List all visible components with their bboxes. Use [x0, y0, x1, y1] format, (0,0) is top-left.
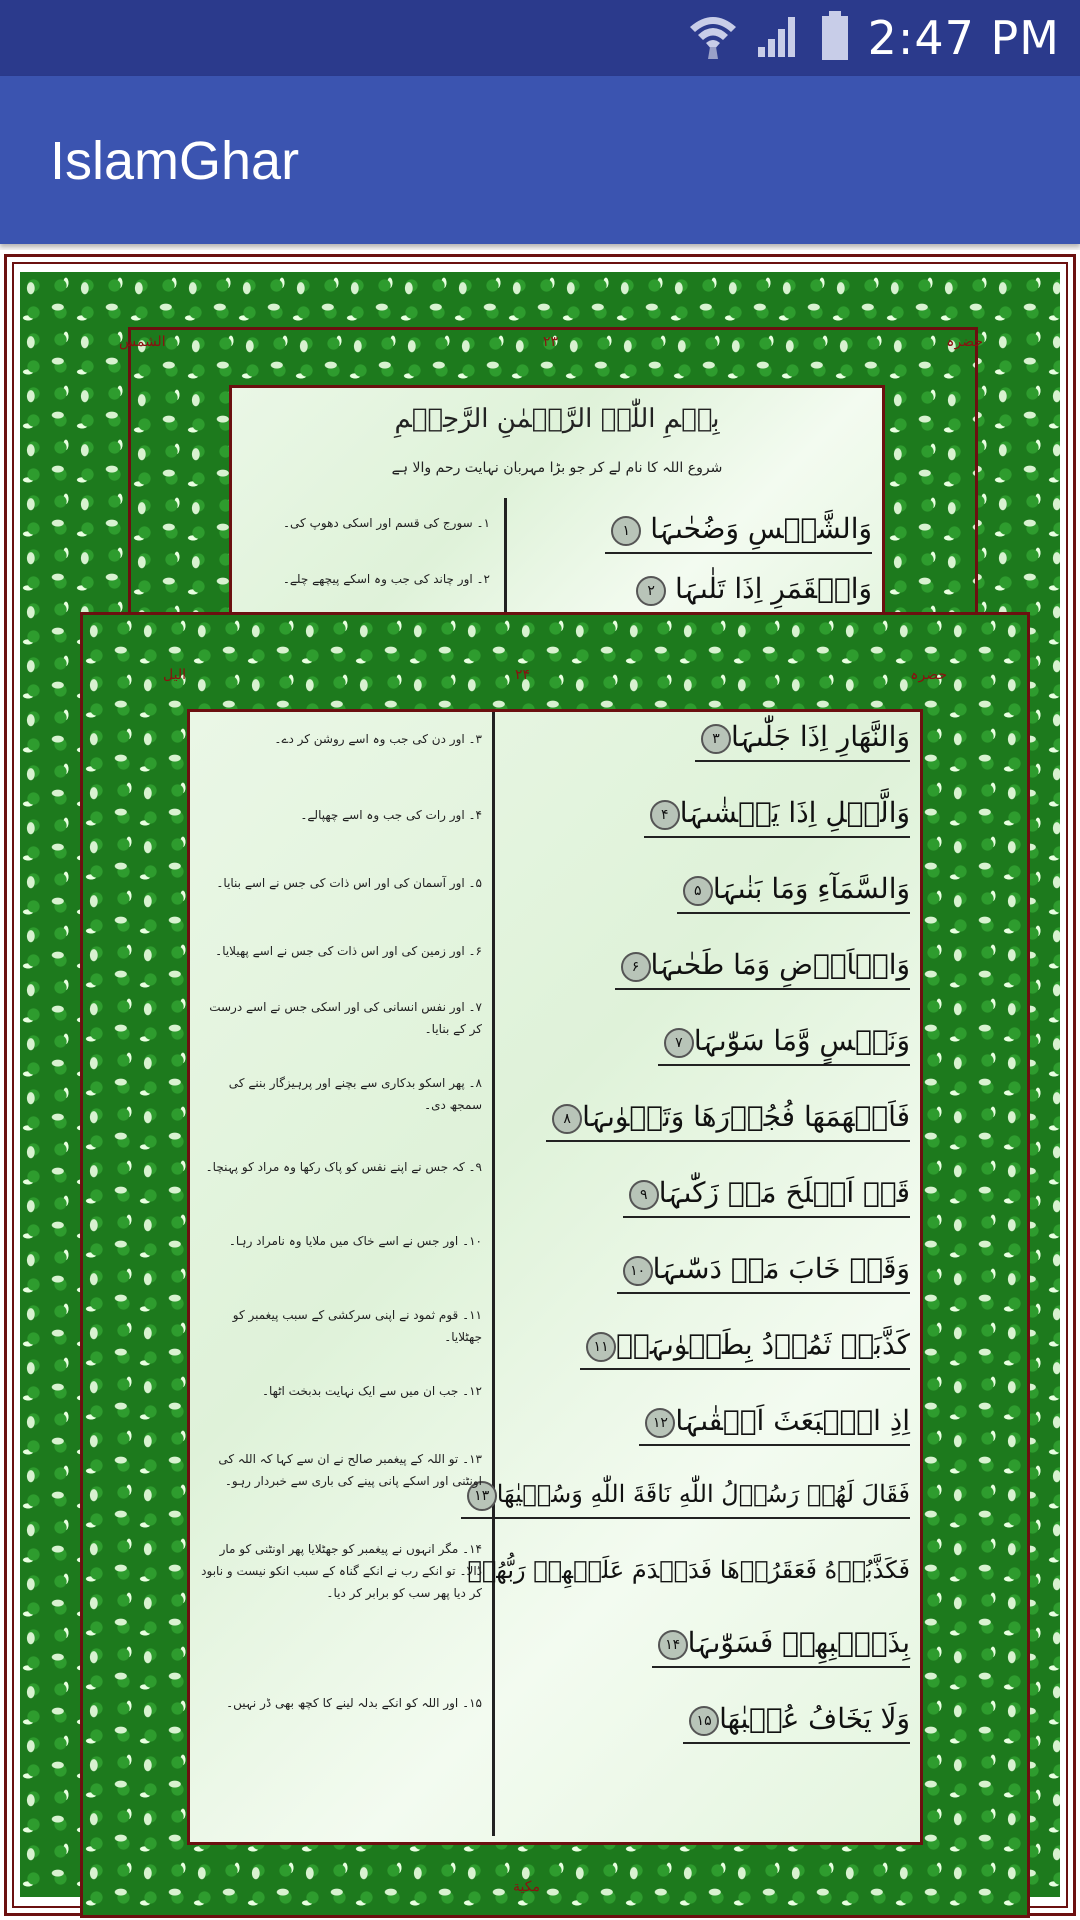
verse-number-marker: ۱۵ — [689, 1706, 719, 1736]
translation-7: ۷۔ اور نفس انسانی کی اور اسکی جس نے اسے درست کر کے بنایا۔ — [209, 1000, 482, 1036]
bismillah-translation: شروع اللہ کا نام لے کر جو بڑا مہربان نہایت رحم والا ہے — [391, 460, 723, 476]
verse-number-marker: ۶ — [621, 952, 651, 982]
verse-text: فَكَذَّبُوۡهُ فَعَقَرُوۡهَا فَدَمۡدَمَ عَلَيۡهِمۡ رَبُّهُمۡ — [467, 1556, 910, 1584]
verse-12 — [639, 1404, 910, 1446]
translation-4: ۴۔ اور رات کی جب وہ اسے چھپالے۔ — [300, 808, 482, 822]
verse-14-end — [652, 1626, 910, 1668]
verse-number-marker: ۴ — [650, 800, 680, 830]
wifi-icon — [688, 13, 738, 63]
verse-number-marker: ۳ — [701, 724, 731, 754]
translation-9: ۹۔ کہ جس نے اپنے نفس کو پاک رکھا وہ مراد کو پہنچا۔ — [205, 1160, 482, 1174]
app-title: IslamGhar — [50, 131, 300, 191]
status-time: 2:47 PM — [867, 11, 1060, 65]
verse-7 — [658, 1024, 910, 1066]
verse-number-marker: ۲ — [636, 576, 666, 606]
verse-9 — [623, 1176, 910, 1218]
rubric-makki: مکیة — [513, 1879, 540, 1895]
rubric-number: ۲۴ — [515, 667, 531, 683]
verse-text: وَالنَّهَارِ اِذَا جَلّٰٮہَا — [730, 720, 910, 753]
verse-text: فَقَالَ لَهُمۡ رَسُوۡلُ اللّٰهِ نَاقَةَ اللّٰهِ وَسُقۡيٰهَا — [496, 1480, 910, 1508]
verse-2 — [630, 572, 872, 614]
translation-13: ۱۳۔ تو اللہ کے پیغمبر صالح نے ان سے کہا کہ اللہ کی اونٹنی اور اسکے پانی پینے کی باری سے خبردار رہو۔ — [218, 1452, 482, 1488]
verse-text: اِذِ انۡۢبَعَثَ اَشۡقٰٮہَا — [675, 1404, 910, 1437]
verse-number-marker: ۱۰ — [623, 1256, 653, 1286]
translation-5: ۵۔ اور آسمان کی اور اس ذات کی جس نے اسے بنایا۔ — [216, 876, 482, 890]
verse-number-marker: ۹ — [629, 1180, 659, 1210]
rubric-para: حضرہ — [910, 667, 947, 683]
verse-14-start — [467, 1556, 910, 1590]
column-divider — [492, 712, 495, 1836]
verse-text: وَلَا يَخَافُ عُقۡبٰهَا — [719, 1702, 910, 1735]
bismillah: بِسۡمِ اللّٰہِ الرَّحۡمٰنِ الرَّحِیۡمِ — [394, 404, 720, 434]
verse-number-marker: ۱ — [611, 516, 641, 546]
translation-14: ۱۴۔ مگر انہوں نے پیغمبر کو جھٹلایا پھر اونٹنی کو مار ڈالا۔ تو انکے رب نے انکے گناہ کے سبب انکو نیست و نابود کر دیا پھر سب کو برابر کر دیا۔ — [201, 1542, 482, 1600]
battery-icon — [820, 11, 850, 65]
verse-5 — [677, 872, 910, 914]
verse-10 — [617, 1252, 910, 1294]
verse-15 — [683, 1702, 910, 1744]
translation-2: ۲۔ اور چاند کی جب وہ اسکے پیچھے چلے۔ — [282, 572, 490, 586]
verse-number-marker: ۸ — [552, 1104, 582, 1134]
column-divider — [504, 498, 507, 620]
rubric-para: حضرہ — [946, 334, 983, 350]
verse-13 — [461, 1480, 910, 1519]
translation-8: ۸۔ پھر اسکو بدکاری سے بچنے اور پرہیزگار بننے کی سمجھ دی۔ — [228, 1076, 482, 1112]
translation-1: ۱۔ سورج کی قسم اور اسکی دھوپ کی۔ — [283, 516, 490, 530]
app-bar — [0, 76, 1080, 244]
signal-icon — [756, 13, 802, 63]
bottom-text-area — [187, 709, 923, 1845]
bottom-surah-panel — [80, 612, 1030, 1918]
translation-15: ۱۵۔ اور اللہ کو انکے بدلہ لینے کا کچھ بھی ڈر نہیں۔ — [226, 1696, 482, 1710]
verse-1 — [605, 512, 872, 554]
rubric-surah-name: الشمس — [119, 334, 166, 350]
status-bar — [0, 0, 1080, 76]
verse-text: وَالسَّمَآءِ وَمَا بَنٰٮہَا — [712, 872, 910, 905]
translation-10: ۱۰۔ اور جس نے اسے خاک میں ملایا وہ نامراد رہا۔ — [228, 1234, 482, 1248]
verse-text: وَالۡاَرۡضِ وَمَا طَحٰٮہَا — [650, 948, 910, 981]
verse-6 — [615, 948, 911, 990]
verse-number-marker: ۱۴ — [658, 1630, 688, 1660]
verse-11 — [580, 1328, 910, 1370]
verse-text: وَقَدۡ خَابَ مَنۡ دَسّٰٮہَا — [652, 1252, 910, 1285]
verse-number-marker: ۱۲ — [645, 1408, 675, 1438]
translation-3: ۳۔ اور دن کی جب وہ اسے روشن کر دے۔ — [274, 732, 482, 746]
verse-3 — [695, 720, 910, 762]
translation-6: ۶۔ اور زمین کی اور اس ذات کی جس نے اسے پھیلایا۔ — [215, 944, 482, 958]
verse-number-marker: ۷ — [664, 1028, 694, 1058]
rubric-surah-name: الیل — [163, 667, 186, 683]
translation-11: ۱۱۔ قوم ثمود نے اپنی سرکشی کے سبب پیغمبر کو جھٹلایا۔ — [232, 1308, 482, 1344]
quran-page-image[interactable] — [0, 250, 1080, 1920]
verse-text: كَذَّبَتۡ ثَمُوۡدُ بِطَغۡوٰٮہَاۤ — [616, 1328, 910, 1361]
verse-8 — [546, 1100, 910, 1142]
verse-text: فَاَلۡهَمَهَا فُجُوۡرَهَا وَتَقۡوٰٮہَا — [582, 1100, 910, 1133]
verse-text: وَالشَّمۡسِ وَضُحٰٮہَا — [650, 512, 872, 545]
decorative-border — [20, 272, 1060, 1897]
verse-text: وَالۡقَمَرِ اِذَا تَلٰٮہَا — [675, 572, 872, 605]
status-icons — [688, 10, 1060, 66]
verse-text: وَنَفۡسٍ وَّمَا سَوّٰٮہَا — [693, 1024, 910, 1057]
verse-text: بِذَنۡۢبِهِمۡ فَسَوّٰٮہَا — [687, 1626, 910, 1659]
verse-4 — [644, 796, 910, 838]
rubric-number: ۲۳ — [543, 334, 559, 350]
verse-number-marker: ۵ — [683, 876, 713, 906]
verse-number-marker: ۱۳ — [467, 1481, 497, 1511]
translation-12: ۱۲۔ جب ان میں سے ایک نہایت بدبخت اٹھا۔ — [261, 1384, 482, 1398]
verse-number-marker: ۱۱ — [586, 1332, 616, 1362]
verse-text: قَدۡ اَفۡلَحَ مَنۡ زَكّٰٮہَا — [658, 1176, 910, 1209]
verse-text: وَالَّيۡلِ اِذَا يَغۡشٰٮہَا — [679, 796, 910, 829]
